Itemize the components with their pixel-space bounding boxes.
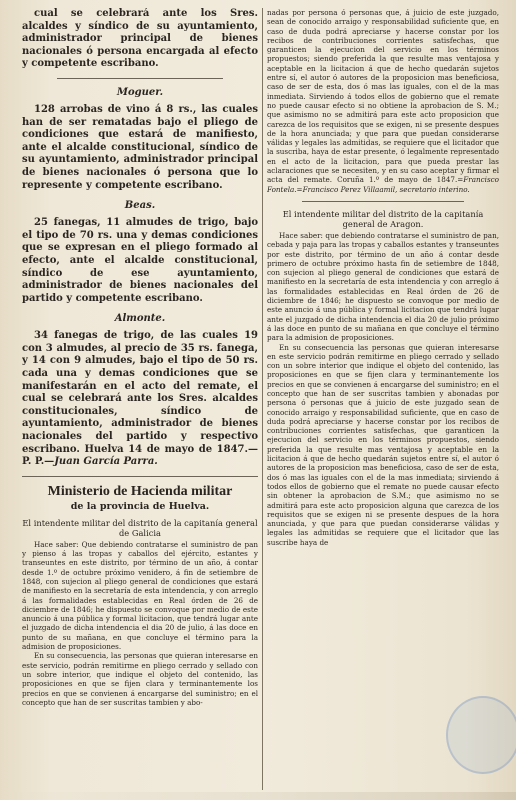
almonte-text: 34 fanegas de trigo, de las cuales 19 con 3 almudes, al precio de 35 rs. fanega, y 14 con 9 almudes, bajo el tipo de 50 rs. cada una y demas condiciones que se manifestarán en el acto del remate, el cual se celebrará ante los Sres. alcaldes constitucionales, síndico de ayuntamiento, administrador de bienes nacionales del partido y respectivo escribano. Huelva 14 de mayo de 1847.—P. P.— (22, 330, 258, 468)
ministry-subtitle: de la provincia de Huelva. (70, 500, 210, 512)
continuation-text: nadas por persona ó personas que, á juicio de este juzgado, sean de conocido arraigo y responsabilidad suficiente que, en caso de duda podrá apreciarse y hacerse constar por los recibos de contribuciones corrientes satisfechas, que garanticen la ejecucion del servicio en los términos propuestos; siendo preferida la que resulte mas ventajosa y aceptable en la licitacion á que de hecho quedarán sujetos entre sí, el autor ó autores de la proposicion mas beneficiosa, caso de ser de esta, dos ó mas las iguales, con el de la mas inmediata. Sirviendo á todos ellos de gobierno que el remate no puede causar efecto si no obtiene la aprobacion de S. M.; que asimismo no se admitirá para este acto proposicion que carezca de los requisitos que se exigen, ni se presente despues de la hora anunciada; y que para que puedan considerarse válidas y legales las admitidas, se requiere que el licitador que la suscriba, haya de estar presente, ó legalmente representado en el acto de la licitacion, para que pueda prestar las aclaraciones que se necesiten, y en su caso aceptar y firmar el acta del remate. Coruña 1.º de mayo de 1847. (267, 8, 499, 185)
aragon-paragraph-2: En su consecuencia las personas que quieran interesarse en este servicio podrán remitirme en pliego cerrado y sellado con un sobre interior que indique el objeto del contenido, las proposiciones en que se fijen clara y terminantemente los precios en que se convienen á encargarse del suministro; en el concepto que han de ser suscritas tambien y abonadas por persona ó personas que á juicio de este juzgado sean de conocido arraigo y responsabilidad suficiente, que en caso de duda podrá apreciarse y hacerse constar por los recibos de contribuciones corrientes satisfechas, que garanticen la ejecucion del servicio en los términos propuestos, siendo preferida la que resulte mas ventajosa y aceptable en la licitacion á que de hecho quedarán sujetos entre sí, el autor ó autores de la proposicion mas beneficiosa, caso de ser de esta, dos ó mas las iguales con el de la mas inmediata; sirviendo á todos ellos de gobierno que el remate no puede causar efecto sin obtener la aprobacion de S.M.; que asimismo no se admitirá para este acto proposicion alguna que carezca de los requisitos que se exigen ni se presente despues de la hora anunciada, y que para que puedan considerarse válidas y legales las admitidas se requiere que el licitador que las suscribe haya de (267, 342, 499, 547)
beas-paragraph: 25 fanegas, 11 almudes de trigo, bajo el tipo de 70 rs. una y demas condiciones que se expresan en el pliego formado al efecto, ante el alcalde constitucional, síndico de ese ayuntamiento, administrador de bienes nacionales del partido y competente escribano. (22, 217, 258, 304)
right-column (267, 8, 499, 794)
galicia-title: El intendente militar del distrito de la capitanía general de Galicia (22, 517, 258, 538)
moguer-paragraph: 128 arrobas de vino á 8 rs., las cuales han de ser rematadas bajo el pliego de condiciones que estará de manifiesto, ante el alcalde constitucional, síndico de su ayuntamiento, administrador principal de bienes nacionales ó persona que lo represente y competente escribano. (22, 103, 258, 191)
column-divider (262, 8, 263, 790)
aragon-paragraph-1: Hace saber: que debiendo contratarse el suministro de pan, cebada y paja para las tropas y caballos estantes y transeuntes por este distrito, por término de un año á contar desde primero de octubre próximo hasta fin de setiembre de 1848, con sujecion al pliego general de condiciones que estará de manifiesto en la secretaría de esta intendencia y con arreglo á las formalidades establecidas en Real órden de 26 de diciembre de 1846; he dispuesto se convoque por medio de este anuncio á una pública y formal licitacion que tendrá lugar ante el juzgado de dicha intendencia el dia 20 de julio próximo á las doce en punto de su mañana en que concluye el término para la admision de proposiciones. (267, 230, 499, 343)
almonte-header: Almonte. (114, 313, 166, 325)
moguer-header: Moguer. (116, 86, 164, 98)
galicia-paragraph-1: Hace saber: Que debiendo contratarse el suministro de pan y pienso á las tropas y caballos del ejército, estantes y transeuntes en este distrito, por término de un año, á contar desde 1.º de octubre próximo venidero, á fin de setiembre de 1848, con sujecion al pliego general de condiciones que estará de manifiesto en la secretaría de esta intendencia, y con arreglo á las formalidades establecidas en Real órden de 26 de diciembre de 1846; he dispuesto se convoque por medio de este anuncio á una pública y formal licitacion, que tendrá lugar ante el juzgado de dicha intendencia el dia 20 de julio, á las doce en punto de su mañana, en que concluye el término para la admision de proposiciones. (22, 539, 258, 652)
beas-header: Beas. (124, 200, 156, 212)
continuation-signature: =Francisco Fontela.=Francisco Perez Villaamil, secretario interino. (267, 175, 499, 194)
page-edge-shadow (0, 792, 516, 800)
separator (57, 78, 222, 79)
aragon-title: El intendente militar del distrito de la capitanía general de Aragon. (282, 208, 484, 229)
galicia-paragraph-2: En su consecuencia, las personas que quieran interesarse en este servicio, podrán remitirme en pliego cerrado y sellado con un sobre interior, que indique el objeto del contenido, las proposiciones en que se fijen clara y terminantemente los precios en que se convienen á encargarse del suministro; en el concepto que han de ser suscritas tambien y abo- (22, 651, 258, 707)
almonte-paragraph (22, 330, 258, 469)
separator (302, 201, 464, 202)
left-column (22, 8, 258, 794)
section-rule (22, 476, 258, 477)
continuation-paragraph (267, 8, 499, 194)
ink-stamp-mark (446, 696, 516, 774)
ministry-title: Ministerio de Hacienda militar (47, 483, 233, 499)
intro-paragraph: cual se celebrará ante los Sres. alcaldes y síndico de su ayuntamiento, administrador principal de bienes nacionales ó persona encargada al efecto y competente escribano. (22, 8, 258, 70)
almonte-signature: Juan García Parra. (54, 456, 158, 468)
